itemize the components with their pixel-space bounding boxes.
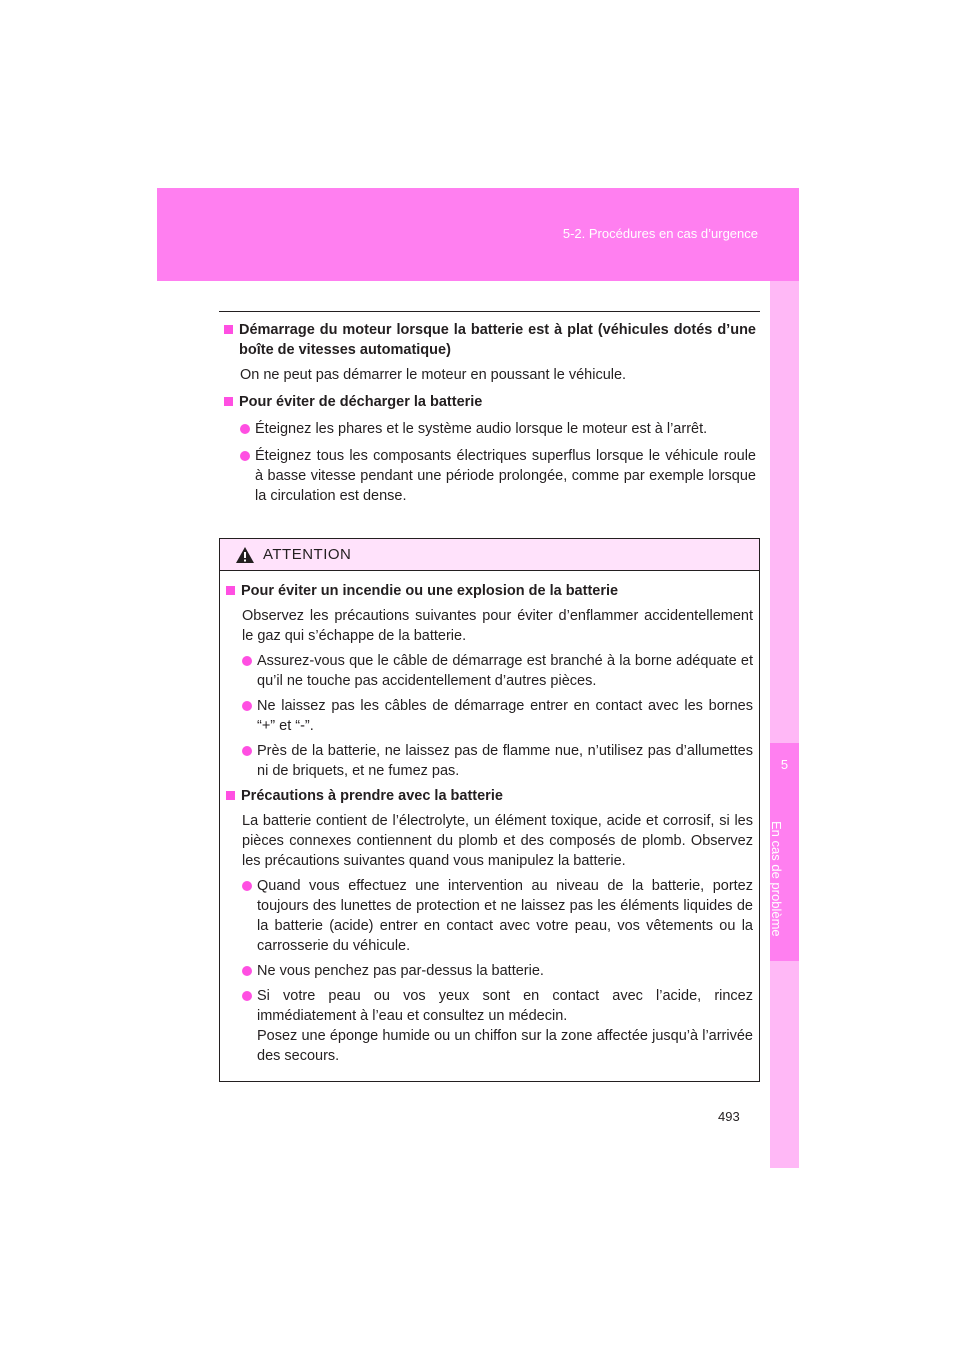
list-item-line: Posez une éponge humide ou un chiffon sur la zone affectée jusqu’à l’arrivée des secours. (257, 1028, 753, 1064)
list-item: Quand vous effectuez une intervention au niveau de la batterie, portez toujours des lunettes de protection et ne laissez pas les éléments liquides de la batterie (acide) entrer en contact avec votre peau, vos vêtements ou la carrosserie du véhicule. (226, 876, 753, 956)
note-heading: Pour éviter de décharger la batterie (224, 392, 756, 412)
note-text: On ne peut pas démarrer le moteur en poussant le véhicule. (240, 367, 627, 383)
warning-text: La batterie contient de l’électrolyte, un élément toxique, acide et corrosif, si les pièces connexes contiennent du plomb et des composés de plomb. Observez les précautions suivantes quand vous manipulez la batterie. (242, 813, 753, 869)
notes-section (224, 320, 756, 506)
warning-body (220, 571, 759, 1066)
round-bullet-icon (242, 966, 252, 976)
section-title: 5-2. Procédures en cas d’urgence (562, 226, 758, 241)
list-item-line: Si votre peau ou vos yeux sont en contact avec l’acide, rincez immédiatement à l’eau et consultez un médecin. (257, 988, 753, 1024)
round-bullet-icon (242, 701, 252, 711)
list-item: Assurez-vous que le câble de démarrage est branché à la borne adéquate et qu’il ne touche pas accidentellement d’autres pièces. (226, 651, 753, 691)
warning-heading: Pour éviter un incendie ou une explosion de la batterie (226, 581, 753, 601)
warning-title: ATTENTION (263, 546, 352, 563)
warning-text: Observez les précautions suivantes pour éviter d’enflammer accidentellement le gaz qui s’échappe de la batterie. (242, 608, 753, 644)
side-tab-lower (770, 961, 799, 1168)
round-bullet-icon (242, 746, 252, 756)
warning-box (219, 538, 760, 1082)
chapter-number: 5 (780, 757, 789, 772)
round-bullet-icon (242, 991, 252, 1001)
round-bullet-icon (240, 424, 250, 434)
square-bullet-icon (224, 397, 233, 406)
side-tab-upper (770, 281, 799, 743)
header-band (157, 188, 799, 281)
list-item: Éteignez les phares et le système audio lorsque le moteur est à l’arrêt. (224, 419, 756, 439)
list-item: Près de la batterie, ne laissez pas de flamme nue, n’utilisez pas d’allumettes ni de briquets, et ne fumez pas. (226, 741, 753, 781)
chapter-title: En cas de problème (769, 821, 784, 937)
warning-header (220, 539, 759, 571)
list-item: Ne laissez pas les câbles de démarrage entrer en contact avec les bornes “+” et “-”. (226, 696, 753, 736)
square-bullet-icon (226, 791, 235, 800)
round-bullet-icon (242, 656, 252, 666)
chapter-tab[interactable] (770, 743, 799, 961)
list-item (226, 986, 753, 1066)
top-divider (219, 311, 760, 312)
square-bullet-icon (226, 586, 235, 595)
round-bullet-icon (240, 451, 250, 461)
square-bullet-icon (224, 325, 233, 334)
list-item: Ne vous penchez pas par-dessus la batterie. (226, 961, 753, 981)
note-heading: Démarrage du moteur lorsque la batterie est à plat (véhicules dotés d’une boîte de vitesses automatique) (224, 320, 756, 360)
warning-triangle-icon (235, 546, 255, 564)
warning-heading: Précautions à prendre avec la batterie (226, 786, 753, 806)
list-item: Éteignez tous les composants électriques superflus lorsque le véhicule roule à basse vitesse pendant une période prolongée, comme par exemple lorsque la circulation est dense. (224, 446, 756, 506)
page-number: 493 (718, 1109, 740, 1124)
round-bullet-icon (242, 881, 252, 891)
